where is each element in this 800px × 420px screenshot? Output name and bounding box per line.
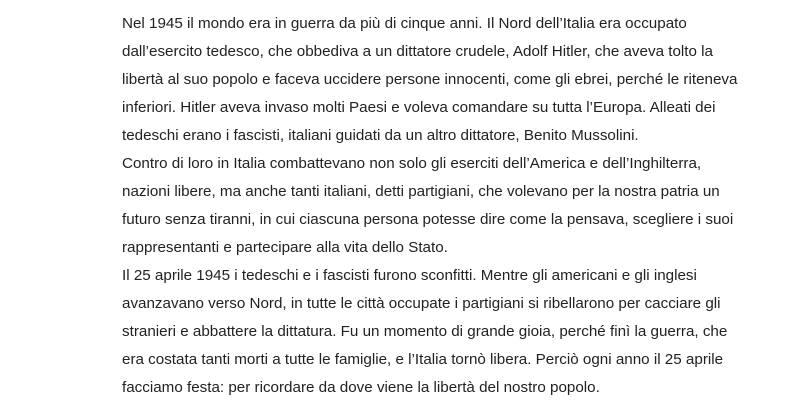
text-line: inferiori. Hitler aveva invaso molti Paesi e voleva comandare su tutta l’Europa. Alleati dei (122, 99, 716, 116)
text-line: Contro di loro in Italia combattevano non solo gli eserciti dell’America e dell’Inghilterra, (122, 155, 702, 172)
text-line: dall’esercito tedesco, che obbediva a un dittatore crudele, Adolf Hitler, che aveva tolto la (122, 43, 713, 60)
text-line: stranieri e abbattere la dittatura. Fu un momento di grande gioia, perché finì la guerra, che (122, 323, 728, 340)
text-line: facciamo festa: per ricordare da dove viene la libertà del nostro popolo. (122, 379, 600, 396)
text-line: Nel 1945 il mondo era in guerra da più di cinque anni. Il Nord dell’Italia era occupato (122, 15, 687, 32)
text-line: Il 25 aprile 1945 i tedeschi e i fascisti furono sconfitti. Mentre gli americani e gli inglesi (122, 267, 697, 284)
text-line: era costata tanti morti a tutte le famiglie, e l’Italia tornò libera. Perciò ogni anno il 25 aprile (122, 351, 724, 368)
document-body-text (122, 10, 738, 402)
text-line: futuro senza tiranni, in cui ciascuna persona potesse dire come la pensava, scegliere i suoi (122, 211, 734, 228)
text-line: avanzavano verso Nord, in tutte le città occupate i partigiani si ribellarono per cacciare gli (122, 295, 721, 312)
text-line: nazioni libere, ma anche tanti italiani, detti partigiani, che volevano per la nostra patria un (122, 183, 720, 200)
text-line: rappresentanti e partecipare alla vita dello Stato. (122, 239, 448, 256)
text-line: tedeschi erano i fascisti, italiani guidati da un altro dittatore, Benito Mussolini. (122, 127, 639, 144)
text-line: libertà al suo popolo e faceva uccidere persone innocenti, come gli ebrei, perché le riteneva (122, 71, 738, 88)
